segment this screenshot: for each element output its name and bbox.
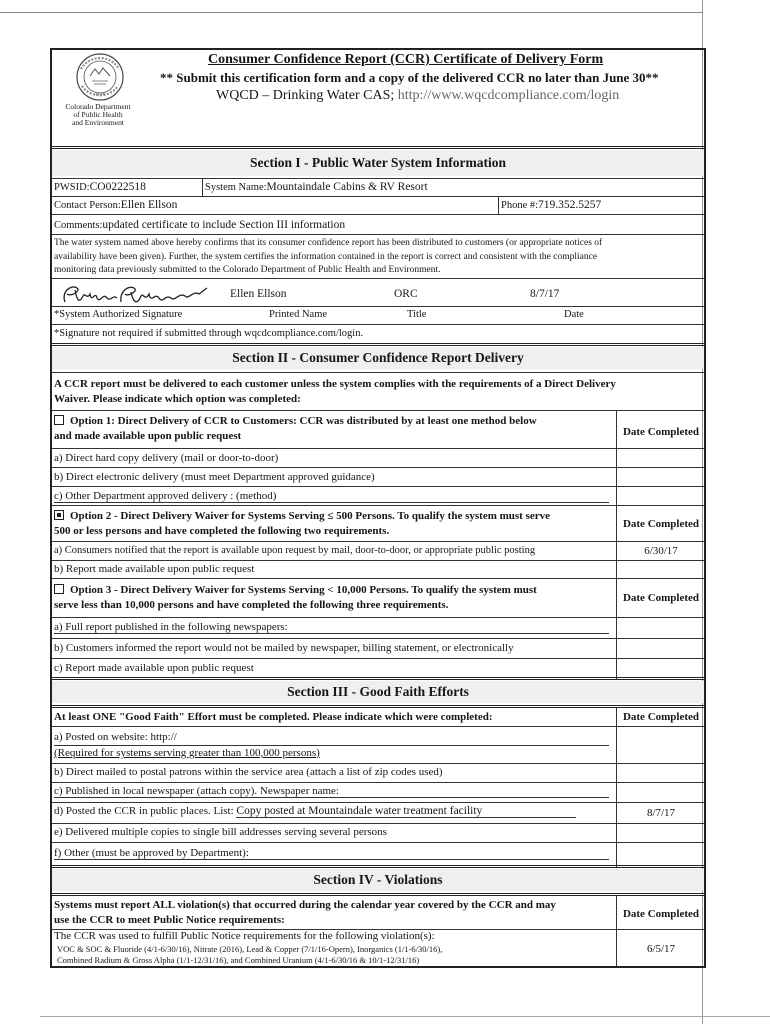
option1-item-b: b) Direct electronic delivery (must meet Department approved guidance) — [54, 471, 375, 483]
divider — [52, 865, 704, 868]
option3-item-b: b) Customers informed the report would not be mailed by newspaper, billing statement, or electronically — [54, 642, 514, 654]
option1-checkbox[interactable] — [54, 415, 64, 425]
divider — [52, 448, 704, 449]
system-name-field — [205, 181, 428, 193]
section1-title: Section I - Public Water System Information — [250, 155, 506, 170]
divider — [52, 560, 704, 561]
date-completed-header: Date Completed — [622, 518, 700, 530]
contact-label: Contact Person: — [54, 200, 121, 211]
section2-intro — [54, 377, 616, 407]
divider — [616, 896, 617, 966]
divider — [616, 708, 617, 868]
divider — [52, 823, 704, 824]
printed-name-value: Ellen Ellson — [230, 288, 287, 300]
violations-list — [57, 944, 442, 966]
divider — [52, 278, 704, 279]
department-line: and Environment — [72, 118, 124, 127]
department-line: Colorado Department — [65, 102, 131, 111]
form-title: Consumer Confidence Report (CCR) Certificate of Delivery Form — [208, 52, 604, 67]
phone-label: Phone #: — [501, 200, 539, 211]
divider — [52, 146, 704, 149]
divider — [498, 196, 499, 214]
divider — [52, 893, 704, 896]
divider — [52, 324, 704, 325]
divider — [52, 541, 704, 542]
option2-text — [54, 509, 550, 539]
title-label: Title — [407, 309, 427, 320]
agency-text: WQCD – Drinking Water CAS; — [216, 88, 398, 103]
option2-line: 500 or less persons and have completed the following two requirements. — [54, 525, 390, 537]
agency-url-link[interactable]: http://www.wqcdcompliance.com/login — [397, 88, 620, 103]
scan-edge-top — [0, 12, 702, 13]
good-faith-item-f — [54, 847, 609, 860]
option2-item-a: a) Consumers notified that the report is available upon request by mail, door-to-door, or appropriate public posting — [54, 545, 536, 556]
department-line: of Public Health — [73, 110, 123, 119]
divider — [52, 763, 704, 764]
contact-value: Ellen Ellson — [120, 199, 178, 211]
signature-label: *System Authorized Signature — [54, 309, 183, 320]
divider — [52, 306, 704, 307]
good-faith-item-e: e) Delivered multiple copies to single bill addresses serving several persons — [54, 826, 387, 838]
option1-line: Option 1: Direct Delivery of CCR to Customers: CCR was distributed by at least one method below — [70, 415, 537, 427]
printed-name-label: Printed Name — [269, 309, 328, 320]
certification-text — [54, 237, 602, 278]
comments-value: updated certificate to include Section III information — [102, 219, 346, 231]
intro-line: A CCR report must be delivered to each customer unless the system complies with the requirements of a Direct Delivery — [54, 378, 616, 390]
divider — [52, 372, 704, 373]
system-name-value: Mountaindale Cabins & RV Resort — [266, 181, 428, 193]
divider — [52, 196, 704, 197]
section4-intro-line: Systems must report ALL violation(s) that occurred during the calendar year covered by the CCR and may — [54, 899, 556, 911]
option3-text — [54, 583, 537, 613]
certification-line: monitoring data previously submitted to the Colorado Department of Public Health and Environment. — [54, 265, 441, 275]
section4-intro-line: use the CCR to meet Public Notice requirements: — [54, 914, 285, 926]
option2-line: Option 2 - Direct Delivery Waiver for Systems Serving ≤ 500 Persons. To qualify the system must serve — [70, 510, 551, 522]
divider — [52, 842, 704, 843]
certification-line: availability have been given). Further, the system certifies the information contained in the report is correct and consistent with the compliance — [54, 251, 598, 262]
option3-item-c: c) Report made available upon public request — [54, 662, 254, 674]
divider — [52, 578, 704, 579]
good-faith-a-text: a) Posted on website: http:// — [54, 730, 609, 746]
option3-line: Option 3 - Direct Delivery Waiver for Systems Serving < 10,000 Persons. To qualify the system must — [70, 584, 537, 596]
violations-line: Combined Radium & Gross Alpha (1/1-12/31/16), and Combined Uranium (4/1-6/30/16 & 10/1-12/31/16) — [57, 955, 420, 965]
comments-label: Comments: — [54, 220, 103, 231]
divider — [52, 178, 704, 179]
option3-line: serve less than 10,000 persons and have completed the following three requirements. — [54, 599, 449, 611]
section3-title: Section III - Good Faith Efforts — [287, 684, 469, 699]
certification-line: The water system named above hereby confirms that its consumer confidence report has been distributed to customers (or appropriate notices of — [54, 238, 603, 248]
date-completed-header: Date Completed — [622, 711, 700, 723]
option2-item-a-date: 6/30/17 — [644, 545, 678, 557]
good-faith-item-a — [54, 730, 609, 761]
section4-intro — [54, 898, 556, 928]
contact-person-field — [54, 199, 177, 211]
section4-title: Section IV - Violations — [313, 872, 443, 887]
pwsid-field — [54, 181, 146, 193]
divider — [52, 726, 704, 727]
good-faith-f-text: f) Other (must be approved by Department): — [54, 847, 609, 860]
option2-item-b: b) Report made available upon public request — [54, 563, 255, 575]
pwsid-label: PWSID: — [54, 182, 90, 193]
section3-intro: At least ONE "Good Faith" Effort must be completed. Please indicate which were completed: — [54, 711, 493, 723]
divider — [52, 486, 704, 487]
good-faith-d-date: 8/7/17 — [646, 807, 676, 819]
violations-date: 6/5/17 — [646, 943, 676, 955]
divider — [52, 638, 704, 639]
divider — [52, 234, 704, 235]
option1-line: and made available upon public request — [54, 430, 242, 442]
option3-checkbox[interactable] — [54, 584, 64, 594]
date-value: 8/7/17 — [530, 288, 560, 300]
good-faith-item-c — [54, 785, 609, 798]
svg-text:1876: 1876 — [94, 91, 106, 96]
phone-value: 719.352.5257 — [538, 199, 602, 211]
violations-line: VOC & SOC & Fluoride (4/1-6/30/16), Nitrate (2016), Lead & Copper (7/1/16-Opern), Inorganics (1/1-6/30/16), — [57, 944, 443, 954]
good-faith-a-note: (Required for systems serving greater than 100,000 persons) — [54, 747, 320, 759]
violations-used-line: The CCR was used to fulfill Public Notice requirements for the following violation(s): — [54, 930, 435, 942]
section2-title: Section II - Consumer Confidence Report Delivery — [232, 350, 524, 365]
option1-item-c — [54, 490, 609, 503]
good-faith-item-b: b) Direct mailed to postal patrons within the service area (attach a list of zip codes used) — [54, 766, 443, 778]
good-faith-item-d — [54, 805, 576, 818]
date-completed-header: Date Completed — [622, 592, 700, 604]
form-box — [50, 48, 706, 968]
divider — [52, 505, 704, 506]
option1-item-a: a) Direct hard copy delivery (mail or door-to-door) — [54, 452, 279, 464]
option3-item-a — [54, 621, 609, 634]
divider — [202, 178, 203, 196]
phone-field — [501, 199, 601, 211]
divider — [52, 617, 704, 618]
option3-item-a-text: a) Full report published in the following newspapers: — [54, 621, 609, 634]
divider — [52, 467, 704, 468]
good-faith-c-text: c) Published in local newspaper (attach copy). Newspaper name: — [54, 785, 609, 798]
option1-item-c-text: c) Other Department approved delivery : (method) — [54, 490, 609, 503]
signature-note: *Signature not required if submitted through wqcdcompliance.com/login. — [54, 328, 364, 339]
scan-edge-bottom — [40, 1016, 770, 1017]
date-completed-header: Date Completed — [622, 908, 700, 920]
divider — [52, 658, 704, 659]
intro-line: Waiver. Please indicate which option was completed: — [54, 393, 301, 405]
good-faith-d-label: d) Posted the CCR in public places. List: — [54, 805, 234, 817]
form-subtitle: ** Submit this certification form and a copy of the delivered CCR no later than June 30** — [160, 70, 659, 85]
divider — [52, 677, 704, 680]
divider — [52, 343, 704, 346]
divider — [52, 802, 704, 803]
divider — [52, 214, 704, 215]
title-value: ORC — [394, 288, 418, 300]
good-faith-d-value: Copy posted at Mountaindale water treatment facility — [236, 805, 576, 818]
comments-field — [54, 219, 345, 231]
date-completed-header: Date Completed — [622, 426, 700, 438]
pwsid-value: CO0222518 — [89, 181, 146, 193]
divider — [52, 410, 704, 411]
divider — [52, 782, 704, 783]
option1-text — [54, 414, 537, 444]
system-name-label: System Name: — [205, 182, 267, 193]
divider — [52, 705, 704, 708]
date-label: Date — [564, 309, 584, 320]
option2-checkbox[interactable] — [54, 510, 64, 520]
